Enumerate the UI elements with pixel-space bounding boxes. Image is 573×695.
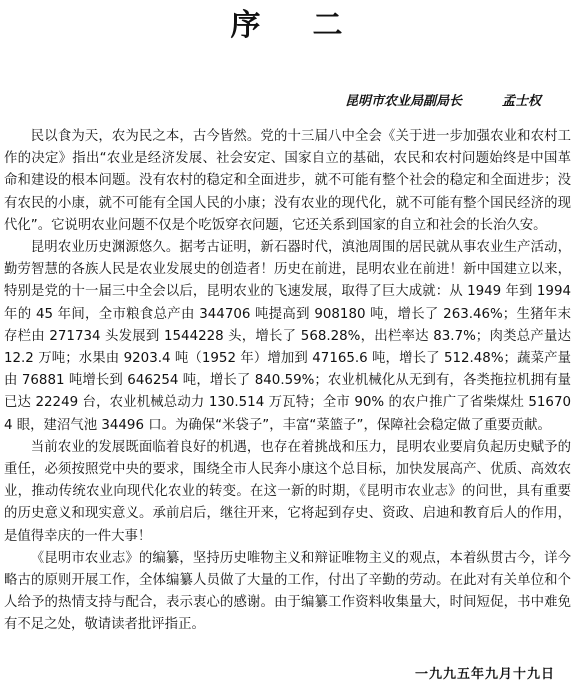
paragraph: 民以食为天，农为民之本，古今皆然。党的十三届八中全会《关于进一步加强农业和农村工作的决定》指出“农业是经济发展、社会安定、国家自立的基础，农民和农村问题始终是中国革命和建设的根本问题。没有农村的稳定和全面进步，就不可能有整个社会的稳定和全面进步；没有农民的小康，就不可能有全国人民的小康；没有农业的现代化，就不可能有整个国民经济的现代化”。它说明农业问题不仅是个吃饭穿衣问题，它还关系到国家的自立和社会的长治久安。: [4, 129, 571, 233]
author-affiliation: 昆明市农业局副局长: [344, 94, 462, 109]
page-title: 序二: [230, 8, 395, 43]
body-text: [4, 126, 571, 637]
paragraph: 昆明农业历史渊源悠久。据考古证明，新石器时代，滇池周围的居民就从事农业生产活动，勤劳智慧的各族人民是农业发展史的创造者！历史在前进，昆明农业在前进！新中国建立以来，特别是党的十一届三中全会以后，昆明农业的飞速发展，取得了巨大成就：从 1949 年到 1994 年的 45 年间，全市粮食总产由 344706 吨提高到 908180 吨，增长了 263.46%；生猪年末存栏由 271734 头发展到 1544228 头，增长了 568.28%，出栏率达 83.7%；肉类总产量达 12.2 万吨；水果由 9203.4 吨（1952 年）增加到 47165.6 吨，增长了 512.48%；蔬菜产量由 76881 吨增长到 646254 吨，增长了 840.59%；农业机械化从无到有，各类拖拉机拥有量已达 22249 台，农业机械总动力 130.514 万瓦特；全市 90% 的农户推广了省柴煤灶 516704 眼，建沼气池 34496 口。为确保“米袋子”，丰富“菜篮子”，保障社会稳定做了重要贡献。: [4, 240, 571, 433]
author-line: [345, 93, 541, 111]
paragraph: 当前农业的发展既面临着良好的机遇，也存在着挑战和压力，昆明农业要肩负起历史赋予的重任，必须按照党中央的要求，围绕全市人民奔小康这个总目标，加快发展高产、优质、高效农业，推动传统农业向现代化农业的转变。在这一新的时期，《昆明市农业志》的问世，具有重要的历史意义和现实意义。承前启后，继往开来，它将起到存史、资政、启迪和教育后人的作用，是值得幸庆的一件大事！: [4, 439, 571, 544]
signature-date: 一九九五年九月十九日: [414, 667, 555, 682]
author-name: 孟士权: [501, 94, 541, 109]
paragraph: 《昆明市农业志》的编纂，坚持历史唯物主义和辩证唯物主义的观点，本着纵贯古今，详今略古的原则开展工作，全体编纂人员做了大量的工作，付出了辛勤的劳动。在此对有关单位和个人给予的热情支持与配合，表示衷心的感谢。由于编纂工作资料收集量大，时间短促，书中难免有不足之处，敬请读者批评指正。: [4, 550, 571, 633]
